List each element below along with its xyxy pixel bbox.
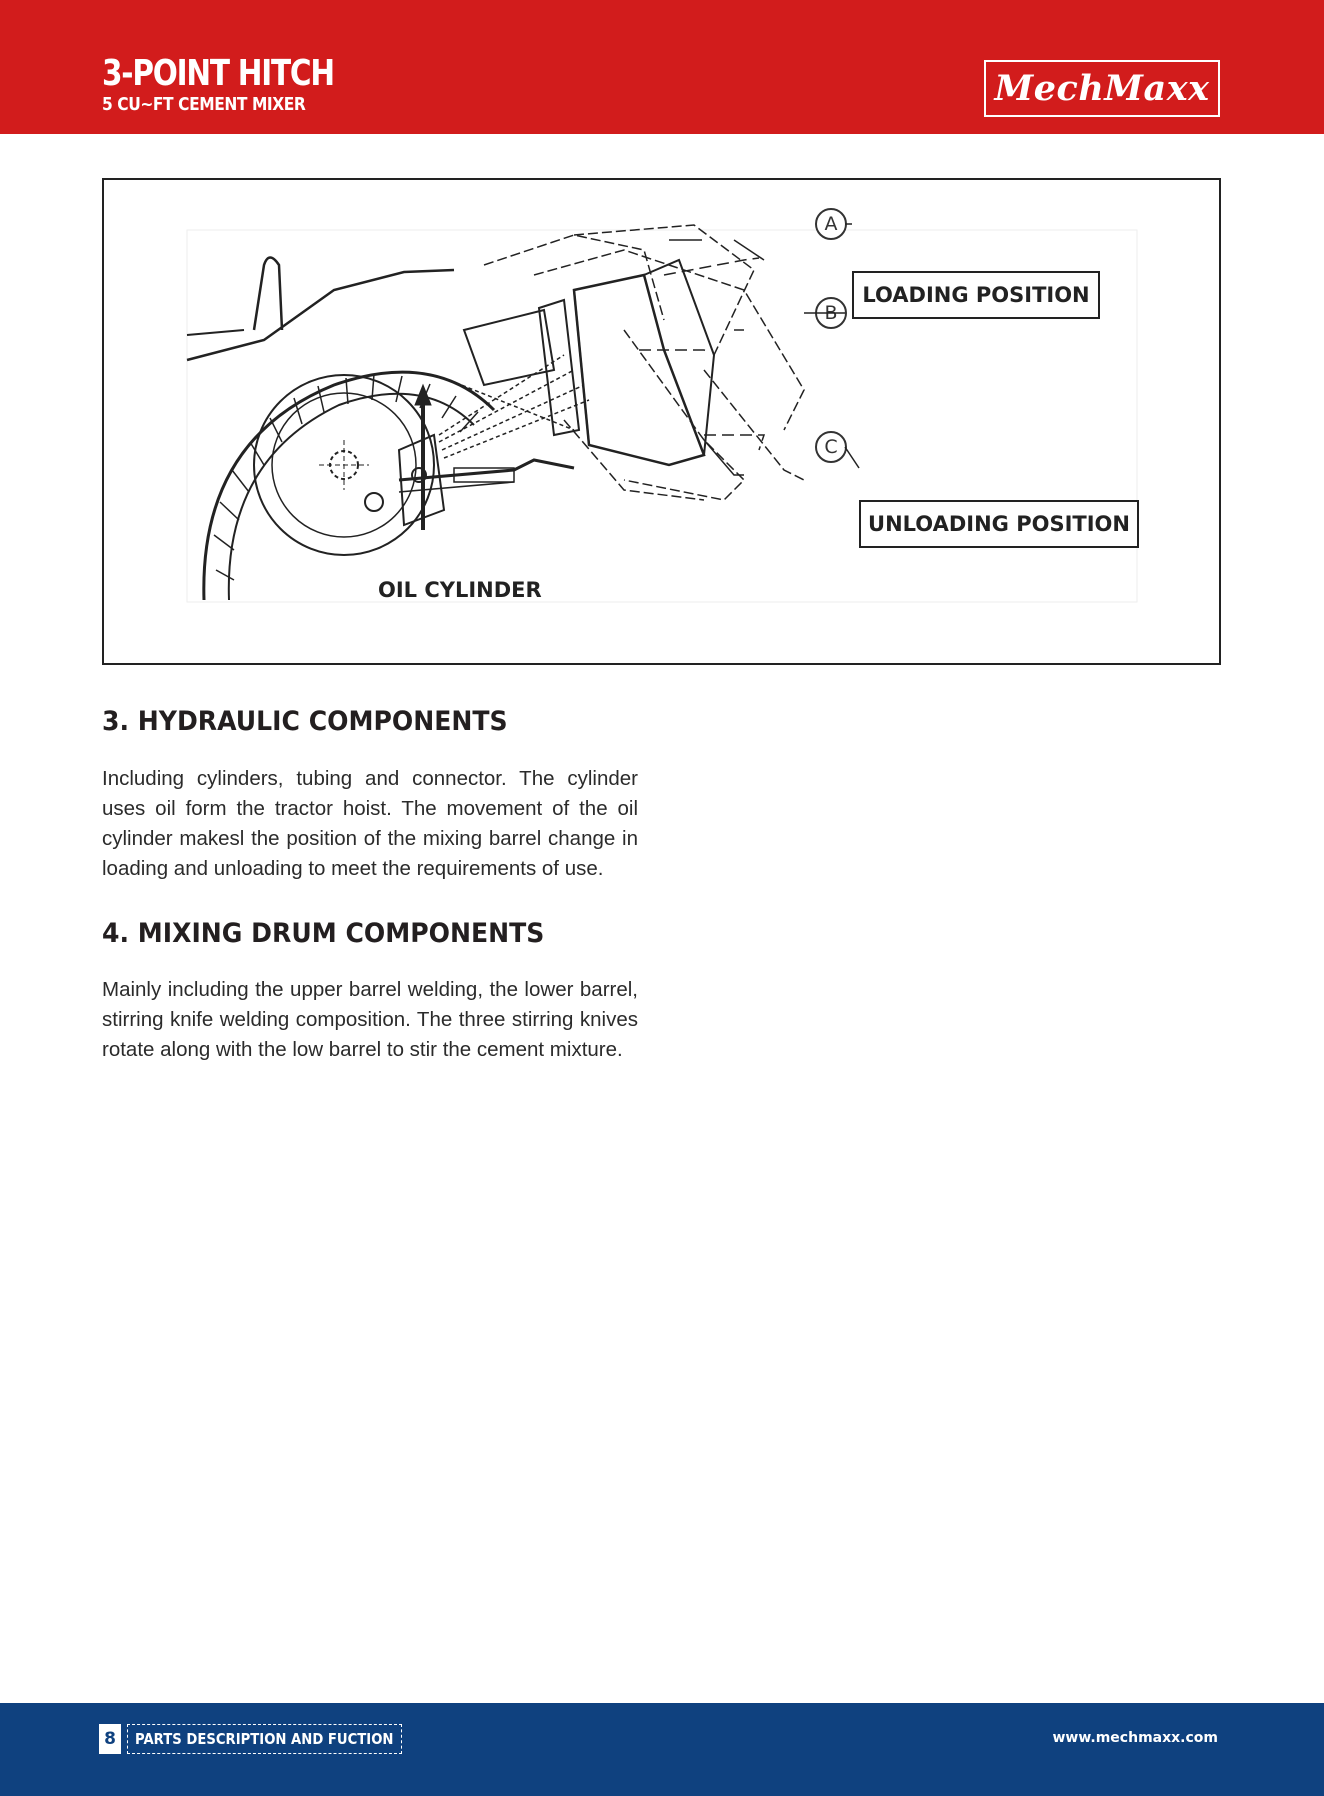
hydraulic-components-text: Including cylinders, tubing and connector. The cylinder uses oil form the tractor hoist. The movement of the oil cylinder makesl the position of the mixing barrel change in loading and unloading to meet the requirements of use.: [102, 767, 638, 880]
footer-section-text: PARTS DESCRIPTION AND FUCTION: [135, 1730, 394, 1748]
brand-logo: [984, 60, 1220, 117]
mixing-drum-components-heading: 4. MIXING DRUM COMPONENTS: [102, 918, 545, 949]
callout-a-marker: A: [815, 208, 847, 240]
website-link[interactable]: www.mechmaxx.com: [1052, 1730, 1218, 1746]
loading-position-label: LOADING POSITION: [852, 271, 1100, 319]
page-number: 8: [99, 1724, 121, 1754]
hydraulic-components-heading: 3. HYDRAULIC COMPONENTS: [102, 706, 508, 737]
callout-leader-lines: [104, 180, 1219, 663]
unloading-position-label: UNLOADING POSITION: [859, 500, 1139, 548]
brand-name: MechMaxx: [994, 68, 1210, 109]
mixing-drum-components-text: Mainly including the upper barrel welding, the lower barrel, stirring knife welding composition. The three stirring knives rotate along with the low barrel to stir the cement mixture.: [102, 978, 638, 1061]
document-title: 3-POINT HITCH: [102, 53, 334, 94]
document-subtitle: 5 CU~FT CEMENT MIXER: [102, 94, 306, 115]
hitch-position-figure: [102, 178, 1221, 665]
callout-b-marker: B: [815, 297, 847, 329]
callout-c-marker: C: [815, 431, 847, 463]
footer-section-label: [127, 1724, 402, 1754]
oil-cylinder-label: OIL CYLINDER: [378, 578, 542, 602]
